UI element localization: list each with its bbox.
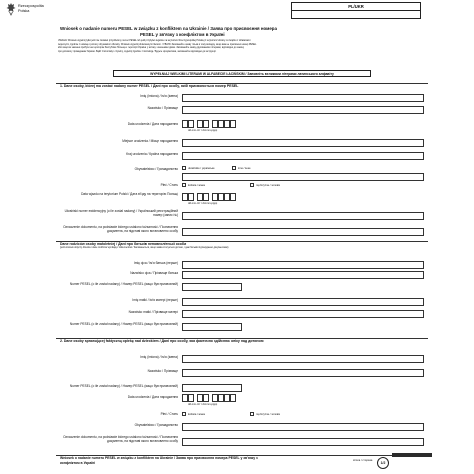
- form-title-line2: PESEL у зв'язку з конфліктом в Україні: [140, 32, 225, 37]
- notice-line: UWAGA! Wniosek wypełnij tylko jeśli nie zostałeś przydzielony numer PESEL lub jeśli przybyłeś legalnie na terytorium Rzeczypospolitej Polskiej z terytorium Ukrainy w związku z działaniami: [58, 40, 251, 42]
- first-name-input[interactable]: [182, 94, 424, 102]
- mother-pesel-input[interactable]: [182, 323, 242, 331]
- birth-country-input[interactable]: [182, 152, 424, 160]
- section-2-title: 2. Dane osoby sprawującej faktyczną opiekę nad dzieckiem / Дані про особу, яка фактично здійснює опіку над дитиною: [60, 339, 264, 343]
- guardian-sex-male-checkbox[interactable]: [250, 412, 254, 416]
- document-input[interactable]: [182, 228, 424, 236]
- date-hint: dd-mm-rrrr / dd-mm-рррр: [188, 202, 218, 205]
- parents-title: Dane rodziców osoby małoletniej / Дані про батьків неповнолітньої особи: [60, 242, 187, 246]
- surname-input[interactable]: [182, 106, 424, 114]
- footer-stripe: [392, 453, 432, 457]
- page-number: 1/2: [377, 457, 389, 469]
- date-digit[interactable]: [230, 120, 236, 128]
- page-label: strona / сторінка: [353, 459, 373, 462]
- guardian-surname-label: Nazwisko / Прізвище: [147, 369, 178, 373]
- date-digit[interactable]: [188, 120, 194, 128]
- guardian-birth-date-label: Data urodzenia / Дата народження: [127, 395, 178, 399]
- mother-pesel-label: Numer PESEL (o ile został nadany) / Номер PESEL (якщо був присвоєний): [69, 322, 178, 326]
- date-digit[interactable]: [230, 394, 236, 402]
- guardian-sex-female-checkbox[interactable]: [182, 412, 186, 416]
- date-hint: dd-mm-rrrr / dd-mm-рррр: [188, 129, 218, 132]
- guardian-citizenship-input[interactable]: [182, 423, 424, 431]
- sex-male-checkbox[interactable]: [250, 183, 254, 187]
- document-label: Oznaczenie dokumentu, na podstawie którego ustalono tożsamość / Позначення документа, на підставі якого встановлено особу: [63, 225, 178, 233]
- date-digit[interactable]: [203, 193, 209, 201]
- guardian-sex-label: Płeć / Стать: [160, 412, 178, 416]
- citizenship-ukr-label: ukraińskie / українське: [188, 167, 215, 170]
- citizenship-other-input[interactable]: [182, 173, 424, 181]
- father-surname-input[interactable]: [182, 271, 424, 279]
- citizenship-ukr-checkbox[interactable]: [182, 166, 186, 170]
- father-pesel-input[interactable]: [182, 283, 242, 291]
- notice-line: wojennymi, zgodnie z ustawą o pomocy obywatelom Ukrainy. Wniosek wypełnij drukowanymi literami. / УВАГА! Заповнюйте заяву тільки в тому випадку, якщо вам не присвоєно номер PESEL: [58, 43, 257, 46]
- section-1-title: 1. Dane osoby, której ma zostać nadany numer PESEL / Дані про особу, якій присвоюється номер PESEL: [60, 84, 239, 88]
- sex-label: Płeć / Стать: [160, 183, 178, 187]
- birth-country-label: Kraj urodzenia / Країна народження: [126, 152, 178, 156]
- citizenship-other-label: inne / інше: [238, 167, 251, 170]
- guardian-name-label: Imię (imiona) / Ім'я (імена): [140, 355, 178, 359]
- date-digit[interactable]: [188, 193, 194, 201]
- guardian-sex-male-label: mężczyzna / чоловік: [256, 413, 280, 416]
- eagle-emblem-icon: [6, 2, 16, 16]
- father-name-input[interactable]: [182, 261, 424, 269]
- guardian-citizenship-label: Obywatelstwo / Громадянство: [134, 423, 178, 427]
- notice-line: або якщо ви законно прибули на територію Республіки Польща з території України у зв'язку з воєнними діями. Заповнюйте заяву друкованими літерами, відповідно до закону: [58, 47, 245, 50]
- mother-surname-label: Nazwisko matki / Прізвище матері: [128, 310, 178, 314]
- mother-surname-input[interactable]: [182, 310, 424, 318]
- father-name-label: Imię ojca / Ім'я батька (перше): [133, 261, 178, 265]
- guardian-surname-input[interactable]: [182, 369, 424, 377]
- instruction-banner: WYPEŁNIAJ WIELKIMI LITERAMI W ALFABECIE ŁACIŃSKIM / Заповніть великими літерами латинського алфавіту: [113, 70, 371, 77]
- date-digit[interactable]: [203, 120, 209, 128]
- birth-place-input[interactable]: [182, 139, 424, 147]
- guardian-document-label: Oznaczenie dokumentu, na podstawie którego ustalono tożsamość / Позначення документа, на підставі якого встановлено особу: [63, 435, 178, 443]
- mother-name-input[interactable]: [182, 298, 424, 306]
- sex-female-checkbox[interactable]: [182, 183, 186, 187]
- date-digit[interactable]: [203, 394, 209, 402]
- guardian-sex-female-label: kobieta / жінка: [188, 413, 205, 416]
- footer-text: Wniosek o nadanie numeru PESEL w związku z konfliktem na Ukrainie / Заява про присвоєння номера PESEL у зв'язку з: [60, 456, 258, 460]
- date-digit[interactable]: [230, 193, 236, 201]
- guardian-pesel-label: Numer PESEL (o ile został nadany) / Номер PESEL (якщо був присвоєний): [69, 384, 178, 388]
- birth-place-label: Miejsce urodzenia / Місце народження: [122, 139, 178, 143]
- ukr-number-input[interactable]: [182, 212, 424, 220]
- registration-box[interactable]: [291, 11, 421, 19]
- date-hint: dd-mm-rrrr / dd-mm-рррр: [188, 403, 218, 406]
- citizenship-other-checkbox[interactable]: [232, 166, 236, 170]
- footer-text-line2: конфліктом в Україні: [60, 461, 96, 465]
- mother-name-label: Imię matki / Ім'я матері (перше): [132, 298, 178, 302]
- country-name: Rzeczpospolita: [18, 4, 44, 8]
- form-title: Wniosek o nadanie numeru PESEL w związku z konfliktem na Ukrainie / Заява про присвоєння номера: [60, 26, 277, 31]
- guardian-name-input[interactable]: [182, 355, 424, 363]
- first-name-label: Imię (imiona) / Ім'я (імена): [140, 94, 178, 98]
- ukr-number-label: Ukraiński numer ewidencyjny (o ile został nadany) / Український реєстраційний номер (запис №): [64, 209, 178, 217]
- birth-date-label: Data urodzenia / Дата народження: [127, 122, 178, 126]
- citizenship-label: Obywatelstwo / Громадянство: [134, 167, 178, 171]
- country-name-line2: Polska: [18, 9, 30, 13]
- form-code-box: PL/UKR: [291, 2, 421, 11]
- sex-female-label: kobieta / жінка: [188, 184, 205, 187]
- guardian-pesel-input[interactable]: [182, 384, 242, 392]
- father-surname-label: Nazwisko ojca / Прізвище батька: [130, 271, 178, 275]
- arrival-date-label: Data wjazdu na terytorium Polski / Дата в'їзду на територію Польщі: [81, 192, 178, 196]
- notice-line: про допомогу громадянам України. Bądź zrozumiały i czytelny, wypełnij zgodnie z instrukcją / Будьте зрозумілими, заповнюйте відповідно до інструкції.: [58, 50, 217, 53]
- sex-male-label: mężczyzna / чоловік: [256, 184, 280, 187]
- surname-label: Nazwisko / Прізвище: [147, 106, 178, 110]
- date-digit[interactable]: [188, 394, 194, 402]
- parents-note: (jeśli wniosek dotyczy dziecka i dane rodziców wynikają z dokumentów / Заповнюється, якщо заява стосується дитини, і дані батьків підтверджено документами): [60, 247, 229, 249]
- notice: [58, 40, 256, 54]
- father-pesel-label: Numer PESEL (o ile został nadany) / Номер PESEL (якщо був присвоєний): [69, 282, 178, 286]
- guardian-document-input[interactable]: [182, 438, 424, 446]
